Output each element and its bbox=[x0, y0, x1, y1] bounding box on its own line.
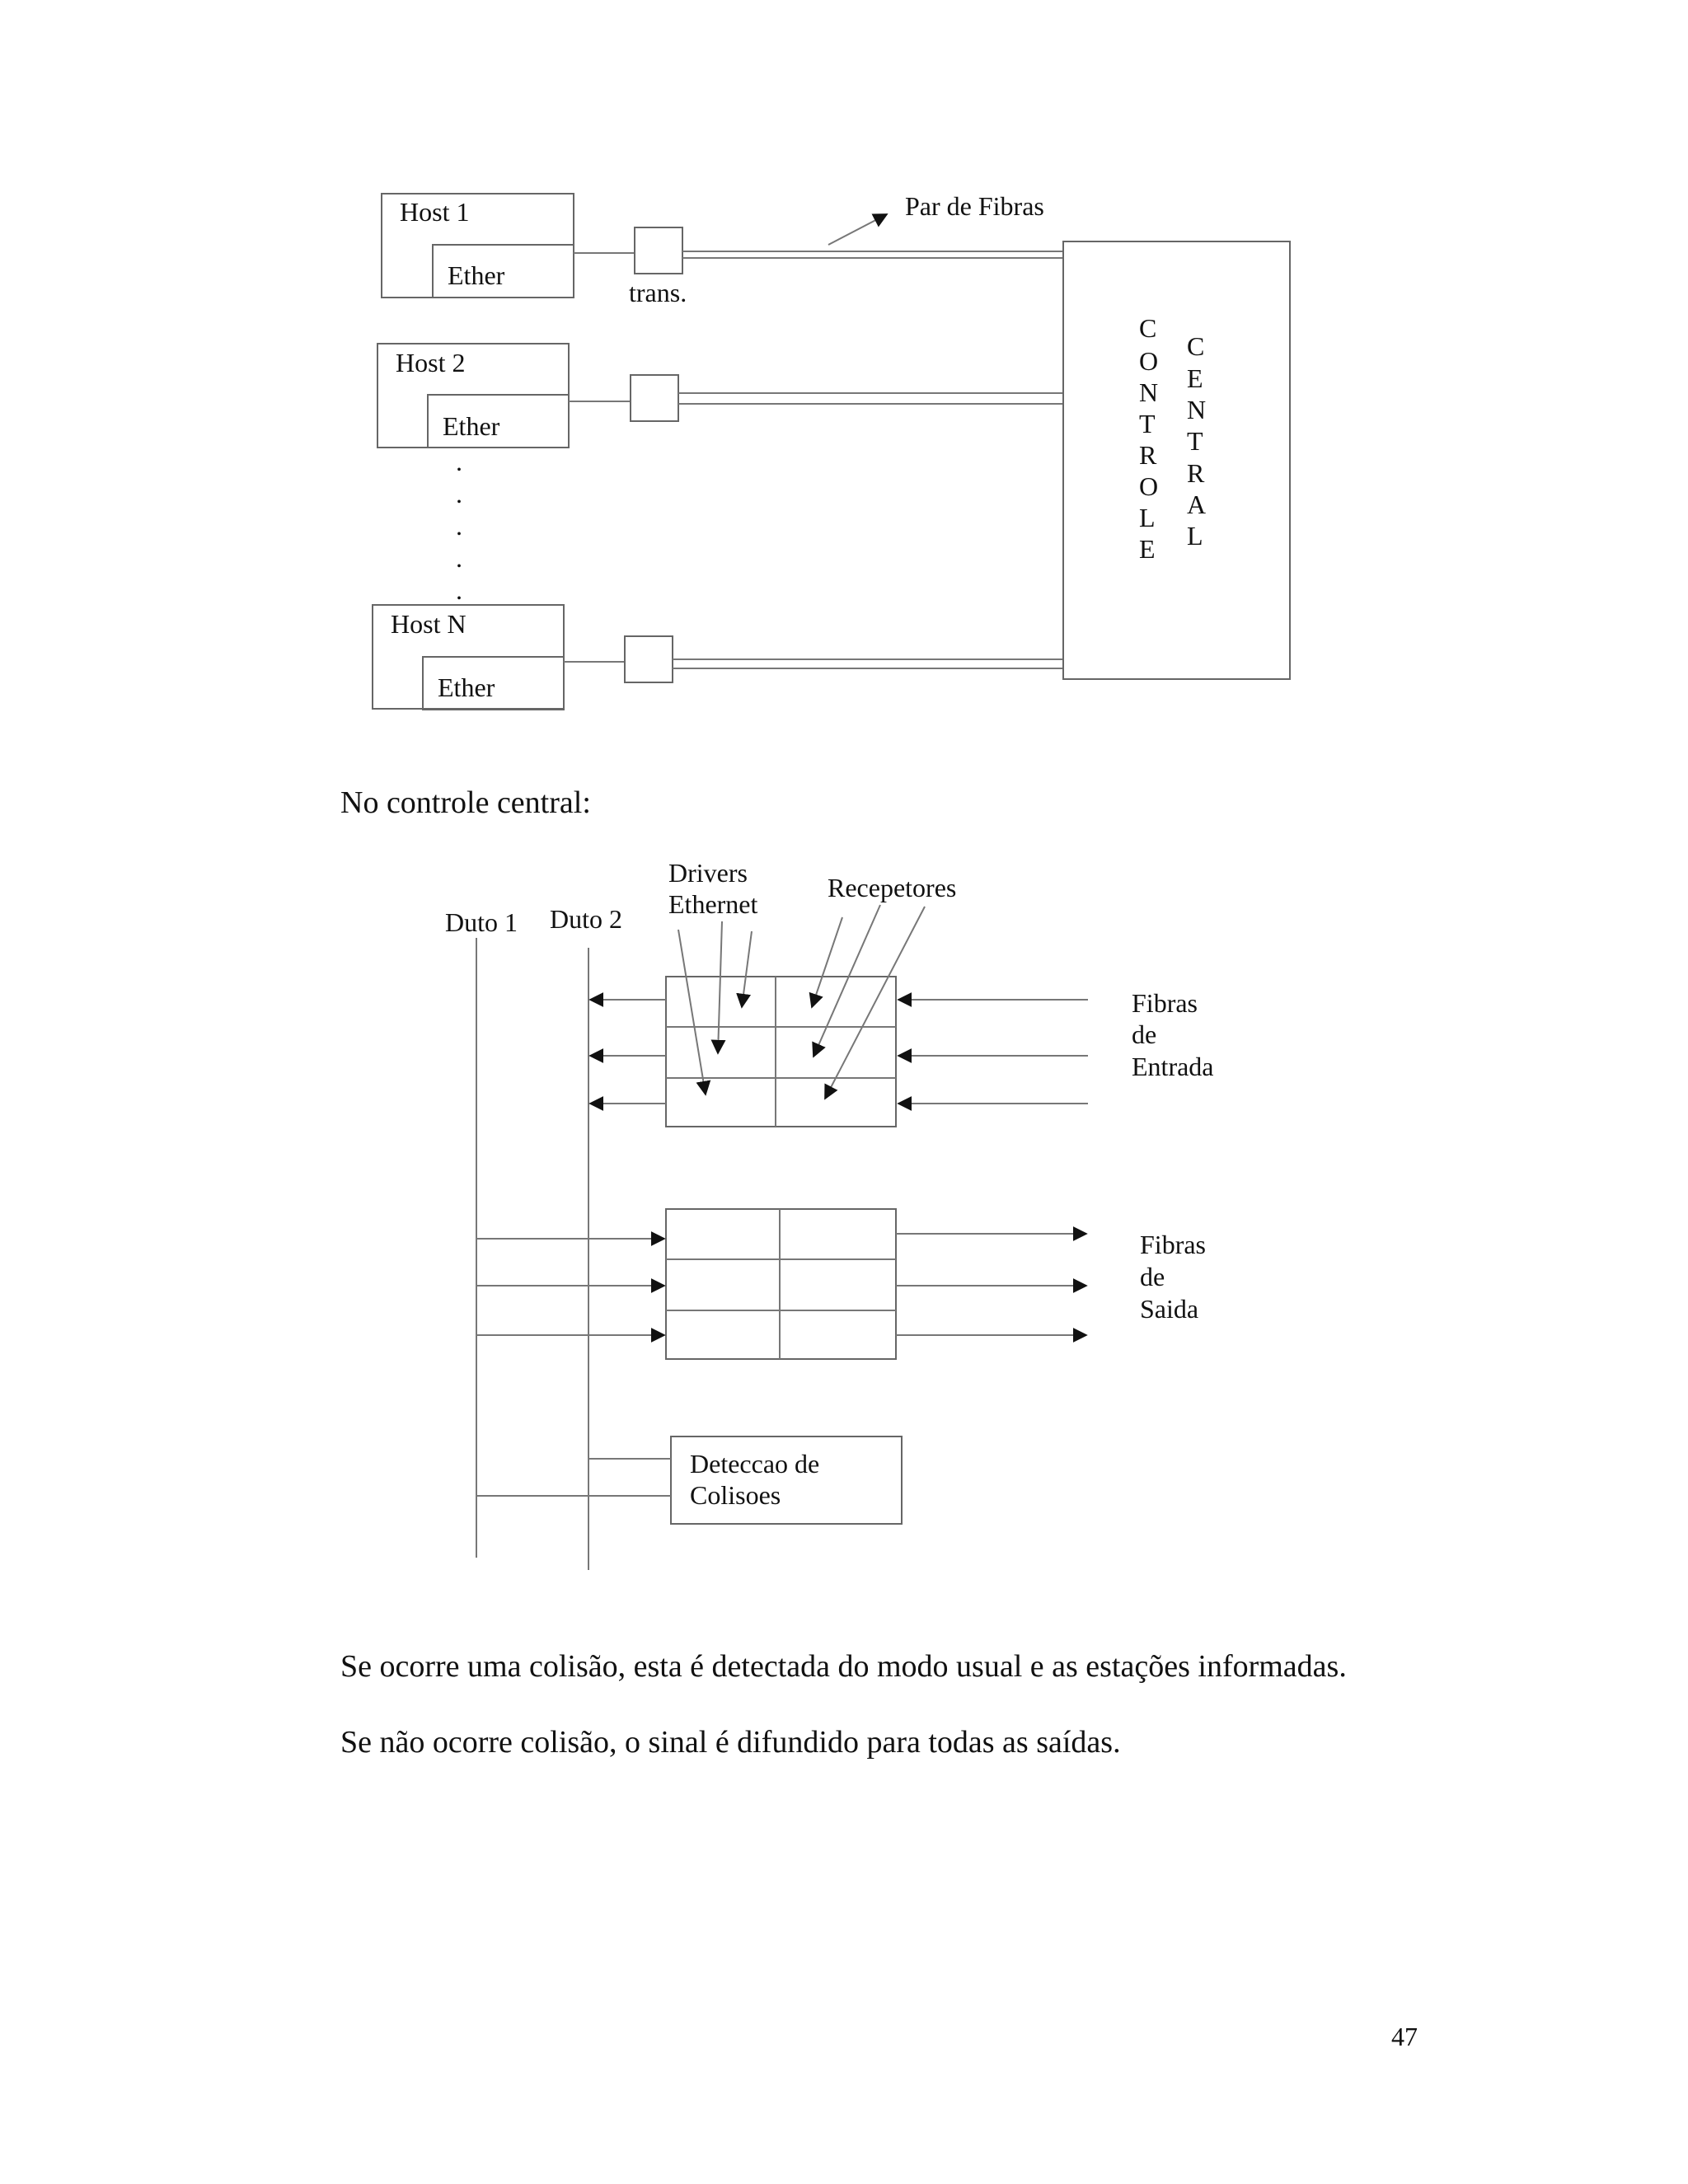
transceiver-label: trans. bbox=[629, 278, 687, 307]
svg-text:O: O bbox=[1139, 471, 1159, 501]
svg-text:C: C bbox=[1187, 331, 1205, 361]
collision-label-line2: Colisoes bbox=[690, 1480, 781, 1510]
svg-text:O: O bbox=[1139, 346, 1159, 376]
duto-1-label: Duto 1 bbox=[445, 907, 518, 937]
fibras-saida-line2: de bbox=[1140, 1262, 1165, 1291]
svg-text:N: N bbox=[1187, 395, 1207, 424]
svg-text:T: T bbox=[1187, 426, 1203, 456]
input-grid bbox=[666, 977, 896, 1127]
host-1-ether-label: Ether bbox=[448, 260, 505, 290]
ellipsis-dot: . bbox=[456, 543, 462, 573]
host-1-label: Host 1 bbox=[400, 197, 470, 227]
page-number: 47 bbox=[1391, 2022, 1418, 2051]
fibras-saida-line1: Fibras bbox=[1140, 1230, 1206, 1259]
ellipsis-dot: . bbox=[456, 511, 462, 541]
svg-text:C: C bbox=[1139, 313, 1157, 343]
drivers-label-line2: Ethernet bbox=[668, 889, 758, 919]
svg-text:E: E bbox=[1187, 363, 1203, 393]
fiber-pair-label: Par de Fibras bbox=[905, 191, 1044, 221]
paragraph-collision: Se ocorre uma colisão, esta é detectada do modo usual e as estações informadas. bbox=[340, 1649, 1347, 1684]
ellipsis-dot: . bbox=[456, 479, 462, 509]
svg-text:A: A bbox=[1187, 490, 1207, 519]
fibras-entrada-line2: de bbox=[1132, 1019, 1157, 1049]
svg-text:T: T bbox=[1139, 409, 1156, 438]
svg-text:R: R bbox=[1187, 458, 1205, 488]
host-n-label: Host N bbox=[391, 609, 467, 639]
paragraph-broadcast: Se não ocorre colisão, o sinal é difundido para todas as saídas. bbox=[340, 1725, 1121, 1760]
drivers-label-line1: Drivers bbox=[668, 858, 748, 888]
svg-text:N: N bbox=[1139, 377, 1159, 407]
svg-text:L: L bbox=[1139, 503, 1156, 532]
fibras-saida-line3: Saida bbox=[1140, 1294, 1199, 1324]
ellipsis-dot: . bbox=[456, 575, 462, 605]
output-grid bbox=[666, 1209, 896, 1359]
section-heading: No controle central: bbox=[340, 785, 591, 820]
collision-label-line1: Deteccao de bbox=[690, 1449, 820, 1479]
fibras-entrada-line1: Fibras bbox=[1132, 988, 1198, 1018]
svg-text:E: E bbox=[1139, 534, 1156, 564]
host-2-label: Host 2 bbox=[396, 348, 466, 377]
svg-text:L: L bbox=[1187, 521, 1203, 551]
receptores-label: Recepetores bbox=[828, 873, 957, 902]
fibras-entrada-line3: Entrada bbox=[1132, 1052, 1214, 1081]
ellipsis-dot: . bbox=[456, 447, 462, 476]
duto-2-label: Duto 2 bbox=[550, 904, 622, 934]
host-2-ether-label: Ether bbox=[443, 411, 500, 441]
host-n-ether-label: Ether bbox=[438, 673, 495, 702]
svg-text:R: R bbox=[1139, 440, 1157, 470]
